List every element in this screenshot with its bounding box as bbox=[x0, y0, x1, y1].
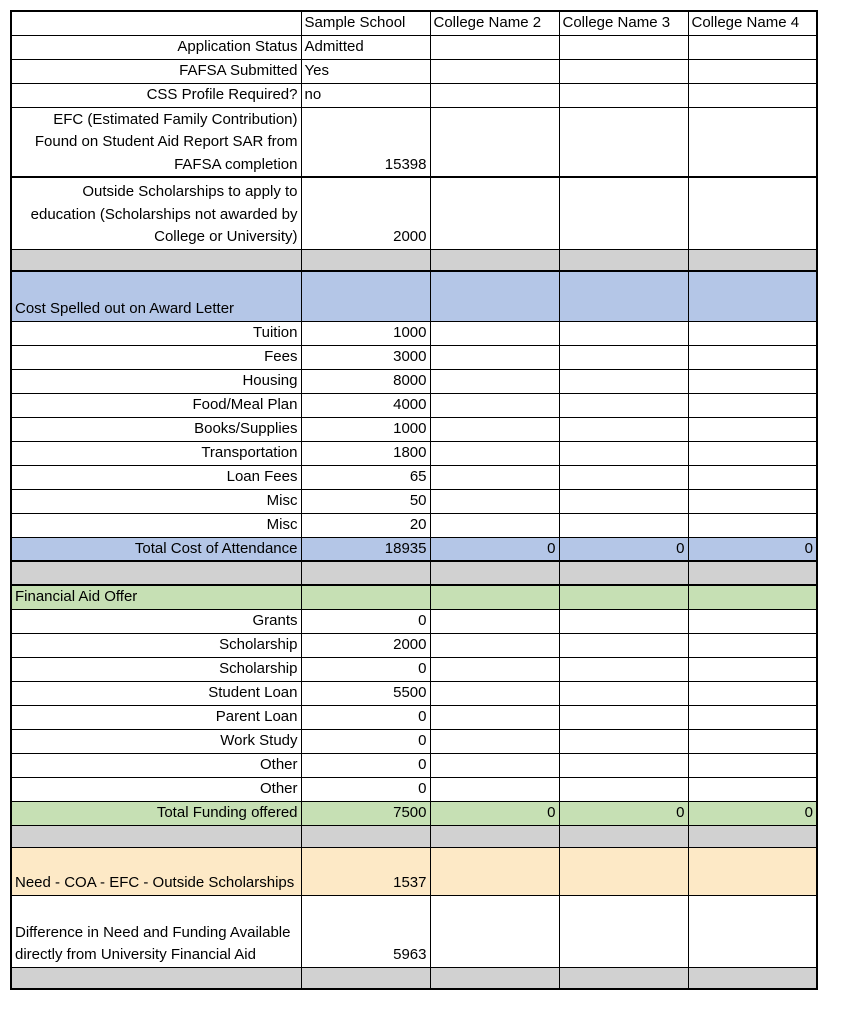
value-cell-2[interactable] bbox=[430, 465, 559, 489]
row-label[interactable]: FAFSA Submitted bbox=[11, 59, 301, 83]
row-label[interactable]: EFC (Estimated Family Contribution) Found on Student Aid Report SAR from FAFSA completion bbox=[11, 107, 301, 177]
value-cell-1[interactable]: 18935 bbox=[301, 537, 430, 561]
info-row bbox=[11, 107, 817, 177]
value-cell-2[interactable] bbox=[430, 489, 559, 513]
value-cell-1[interactable]: 0 bbox=[301, 777, 430, 801]
value-cell-1[interactable]: 2000 bbox=[301, 633, 430, 657]
value-cell-1[interactable]: 0 bbox=[301, 729, 430, 753]
header-cell-2[interactable]: College Name 2 bbox=[430, 11, 559, 35]
value-cell-3[interactable] bbox=[559, 441, 688, 465]
aid-section-title[interactable]: Financial Aid Offer bbox=[11, 585, 301, 609]
spacer-row bbox=[11, 825, 817, 847]
info-row bbox=[11, 35, 817, 59]
value-cell-1[interactable]: 1800 bbox=[301, 441, 430, 465]
value-cell-2[interactable] bbox=[430, 847, 559, 895]
value-cell-2[interactable]: 0 bbox=[430, 801, 559, 825]
value-cell-4[interactable] bbox=[688, 705, 817, 729]
value-cell-2[interactable] bbox=[430, 609, 559, 633]
value-cell-2[interactable] bbox=[430, 681, 559, 705]
value-cell-2[interactable] bbox=[430, 107, 559, 177]
value-cell-4[interactable] bbox=[688, 345, 817, 369]
value-cell-4[interactable] bbox=[688, 729, 817, 753]
row-label[interactable]: Other bbox=[11, 777, 301, 801]
value-cell-4[interactable] bbox=[688, 633, 817, 657]
value-cell-3[interactable] bbox=[559, 177, 688, 249]
value-cell-2[interactable] bbox=[430, 321, 559, 345]
row-label[interactable]: Need - COA - EFC - Outside Scholarships bbox=[11, 847, 301, 895]
value-cell-3[interactable] bbox=[559, 393, 688, 417]
value-cell-3[interactable] bbox=[559, 705, 688, 729]
value-cell-4[interactable] bbox=[688, 35, 817, 59]
blank-cell[interactable] bbox=[301, 271, 430, 321]
value-cell-4[interactable] bbox=[688, 393, 817, 417]
value-cell-3[interactable] bbox=[559, 657, 688, 681]
value-cell-4[interactable] bbox=[688, 609, 817, 633]
value-cell-2[interactable] bbox=[430, 633, 559, 657]
value-cell-1[interactable]: 7500 bbox=[301, 801, 430, 825]
value-cell-3[interactable] bbox=[559, 681, 688, 705]
row-label[interactable]: Housing bbox=[11, 369, 301, 393]
value-cell-2[interactable] bbox=[430, 345, 559, 369]
value-cell-1[interactable]: 20 bbox=[301, 513, 430, 537]
row-label[interactable]: CSS Profile Required? bbox=[11, 83, 301, 107]
row-label[interactable]: Difference in Need and Funding Available directly from University Financial Aid bbox=[11, 895, 301, 967]
spacer-cell[interactable] bbox=[559, 825, 688, 847]
header-row bbox=[11, 11, 817, 35]
value-cell-4[interactable] bbox=[688, 441, 817, 465]
aid-row bbox=[11, 729, 817, 753]
value-cell-3[interactable] bbox=[559, 465, 688, 489]
value-cell-2[interactable] bbox=[430, 441, 559, 465]
row-label[interactable]: Application Status bbox=[11, 35, 301, 59]
spacer-cell[interactable] bbox=[559, 249, 688, 271]
row-label[interactable]: Parent Loan bbox=[11, 705, 301, 729]
row-label[interactable]: Loan Fees bbox=[11, 465, 301, 489]
value-cell-1[interactable]: 50 bbox=[301, 489, 430, 513]
cost-header-row bbox=[11, 271, 817, 321]
blank-cell[interactable] bbox=[688, 585, 817, 609]
row-label[interactable]: Total Funding offered bbox=[11, 801, 301, 825]
value-cell-3[interactable] bbox=[559, 489, 688, 513]
spacer-cell[interactable] bbox=[301, 967, 430, 989]
spacer-row bbox=[11, 249, 817, 271]
spacer-cell[interactable] bbox=[430, 825, 559, 847]
aid-row bbox=[11, 633, 817, 657]
value-cell-3[interactable] bbox=[559, 59, 688, 83]
cost-row bbox=[11, 513, 817, 537]
value-cell-2[interactable] bbox=[430, 35, 559, 59]
value-cell-4[interactable] bbox=[688, 847, 817, 895]
value-cell-4[interactable] bbox=[688, 59, 817, 83]
info-row bbox=[11, 59, 817, 83]
aid-row bbox=[11, 753, 817, 777]
value-cell-2[interactable] bbox=[430, 705, 559, 729]
value-cell-4[interactable] bbox=[688, 489, 817, 513]
value-cell-2[interactable] bbox=[430, 417, 559, 441]
spacer-cell[interactable] bbox=[301, 825, 430, 847]
value-cell-1[interactable]: 1000 bbox=[301, 321, 430, 345]
value-cell-1[interactable]: 5500 bbox=[301, 681, 430, 705]
value-cell-1[interactable]: no bbox=[301, 83, 430, 107]
row-label[interactable]: Other bbox=[11, 753, 301, 777]
value-cell-2[interactable] bbox=[430, 59, 559, 83]
value-cell-4[interactable]: 0 bbox=[688, 801, 817, 825]
value-cell-2[interactable] bbox=[430, 83, 559, 107]
spacer-cell[interactable] bbox=[559, 561, 688, 585]
header-cell-3[interactable]: College Name 3 bbox=[559, 11, 688, 35]
row-label[interactable]: Student Loan bbox=[11, 681, 301, 705]
row-label[interactable]: Total Cost of Attendance bbox=[11, 537, 301, 561]
value-cell-3[interactable] bbox=[559, 895, 688, 967]
cost-row bbox=[11, 489, 817, 513]
value-cell-1[interactable]: 2000 bbox=[301, 177, 430, 249]
spacer-cell[interactable] bbox=[559, 967, 688, 989]
value-cell-3[interactable]: 0 bbox=[559, 537, 688, 561]
value-cell-1[interactable]: 0 bbox=[301, 705, 430, 729]
spacer-cell[interactable] bbox=[11, 249, 301, 271]
value-cell-1[interactable]: 15398 bbox=[301, 107, 430, 177]
value-cell-1[interactable]: 0 bbox=[301, 753, 430, 777]
value-cell-1[interactable]: 65 bbox=[301, 465, 430, 489]
value-cell-2[interactable] bbox=[430, 895, 559, 967]
value-cell-3[interactable] bbox=[559, 83, 688, 107]
value-cell-3[interactable] bbox=[559, 345, 688, 369]
value-cell-2[interactable] bbox=[430, 657, 559, 681]
value-cell-3[interactable]: 0 bbox=[559, 801, 688, 825]
info-row bbox=[11, 83, 817, 107]
value-cell-3[interactable] bbox=[559, 35, 688, 59]
value-cell-2[interactable]: 0 bbox=[430, 537, 559, 561]
blank-cell[interactable] bbox=[430, 585, 559, 609]
value-cell-3[interactable] bbox=[559, 753, 688, 777]
aid-row bbox=[11, 705, 817, 729]
aid-row bbox=[11, 681, 817, 705]
value-cell-4[interactable] bbox=[688, 513, 817, 537]
total-cost-row bbox=[11, 537, 817, 561]
aid-row bbox=[11, 609, 817, 633]
value-cell-4[interactable] bbox=[688, 417, 817, 441]
value-cell-2[interactable] bbox=[430, 753, 559, 777]
row-label[interactable]: Transportation bbox=[11, 441, 301, 465]
blank-cell[interactable] bbox=[688, 271, 817, 321]
spacer-cell[interactable] bbox=[688, 249, 817, 271]
info-row bbox=[11, 177, 817, 249]
value-cell-1[interactable]: 5963 bbox=[301, 895, 430, 967]
value-cell-4[interactable] bbox=[688, 107, 817, 177]
blank-cell[interactable] bbox=[559, 585, 688, 609]
value-cell-4[interactable] bbox=[688, 83, 817, 107]
value-cell-3[interactable] bbox=[559, 777, 688, 801]
value-cell-2[interactable] bbox=[430, 513, 559, 537]
aid-row bbox=[11, 777, 817, 801]
blank-cell[interactable] bbox=[559, 271, 688, 321]
row-label[interactable]: Misc bbox=[11, 489, 301, 513]
spacer-cell[interactable] bbox=[11, 825, 301, 847]
value-cell-1[interactable]: 1000 bbox=[301, 417, 430, 441]
value-cell-3[interactable] bbox=[559, 369, 688, 393]
blank-cell[interactable] bbox=[430, 271, 559, 321]
difference-row bbox=[11, 895, 817, 967]
value-cell-1[interactable]: 3000 bbox=[301, 345, 430, 369]
row-label[interactable]: Food/Meal Plan bbox=[11, 393, 301, 417]
cost-row bbox=[11, 465, 817, 489]
value-cell-2[interactable] bbox=[430, 177, 559, 249]
total-funding-row bbox=[11, 801, 817, 825]
spacer-cell[interactable] bbox=[430, 967, 559, 989]
cost-section-title[interactable]: Cost Spelled out on Award Letter bbox=[11, 271, 301, 321]
value-cell-3[interactable] bbox=[559, 609, 688, 633]
aid-row bbox=[11, 657, 817, 681]
value-cell-3[interactable] bbox=[559, 107, 688, 177]
value-cell-1[interactable]: 1537 bbox=[301, 847, 430, 895]
row-label[interactable]: Work Study bbox=[11, 729, 301, 753]
cost-row bbox=[11, 345, 817, 369]
row-label[interactable]: Scholarship bbox=[11, 657, 301, 681]
header-cell-1[interactable]: Sample School bbox=[301, 11, 430, 35]
row-label[interactable]: Tuition bbox=[11, 321, 301, 345]
value-cell-4[interactable] bbox=[688, 321, 817, 345]
cost-row bbox=[11, 321, 817, 345]
value-cell-2[interactable] bbox=[430, 729, 559, 753]
value-cell-1[interactable]: 0 bbox=[301, 609, 430, 633]
value-cell-1[interactable]: Admitted bbox=[301, 35, 430, 59]
value-cell-4[interactable] bbox=[688, 895, 817, 967]
value-cell-4[interactable] bbox=[688, 177, 817, 249]
value-cell-2[interactable] bbox=[430, 777, 559, 801]
header-blank-cell[interactable] bbox=[11, 11, 301, 35]
value-cell-1[interactable]: 8000 bbox=[301, 369, 430, 393]
row-label[interactable]: Misc bbox=[11, 513, 301, 537]
spacer-row bbox=[11, 967, 817, 989]
spacer-cell[interactable] bbox=[688, 825, 817, 847]
spacer-cell[interactable] bbox=[430, 561, 559, 585]
award-comparison-table bbox=[10, 10, 818, 990]
value-cell-4[interactable]: 0 bbox=[688, 537, 817, 561]
header-cell-4[interactable]: College Name 4 bbox=[688, 11, 817, 35]
value-cell-1[interactable]: Yes bbox=[301, 59, 430, 83]
row-label[interactable]: Outside Scholarships to apply to education (Scholarships not awarded by College or University) bbox=[11, 177, 301, 249]
cost-row bbox=[11, 417, 817, 441]
value-cell-2[interactable] bbox=[430, 393, 559, 417]
aid-header-row bbox=[11, 585, 817, 609]
need-row bbox=[11, 847, 817, 895]
row-label[interactable]: Grants bbox=[11, 609, 301, 633]
spacer-cell[interactable] bbox=[11, 967, 301, 989]
spacer-cell[interactable] bbox=[688, 561, 817, 585]
value-cell-4[interactable] bbox=[688, 465, 817, 489]
value-cell-1[interactable]: 4000 bbox=[301, 393, 430, 417]
value-cell-3[interactable] bbox=[559, 513, 688, 537]
row-label[interactable]: Books/Supplies bbox=[11, 417, 301, 441]
value-cell-3[interactable] bbox=[559, 729, 688, 753]
value-cell-4[interactable] bbox=[688, 657, 817, 681]
value-cell-3[interactable] bbox=[559, 417, 688, 441]
spacer-cell[interactable] bbox=[688, 967, 817, 989]
cost-row bbox=[11, 393, 817, 417]
blank-cell[interactable] bbox=[301, 585, 430, 609]
spacer-cell[interactable] bbox=[430, 249, 559, 271]
spacer-row bbox=[11, 561, 817, 585]
value-cell-4[interactable] bbox=[688, 369, 817, 393]
spacer-cell[interactable] bbox=[11, 561, 301, 585]
value-cell-3[interactable] bbox=[559, 633, 688, 657]
value-cell-4[interactable] bbox=[688, 777, 817, 801]
cost-row bbox=[11, 441, 817, 465]
row-label[interactable]: Scholarship bbox=[11, 633, 301, 657]
spacer-cell[interactable] bbox=[301, 561, 430, 585]
value-cell-3[interactable] bbox=[559, 847, 688, 895]
spacer-cell[interactable] bbox=[301, 249, 430, 271]
value-cell-3[interactable] bbox=[559, 321, 688, 345]
value-cell-1[interactable]: 0 bbox=[301, 657, 430, 681]
value-cell-4[interactable] bbox=[688, 681, 817, 705]
value-cell-2[interactable] bbox=[430, 369, 559, 393]
value-cell-4[interactable] bbox=[688, 753, 817, 777]
row-label[interactable]: Fees bbox=[11, 345, 301, 369]
cost-row bbox=[11, 369, 817, 393]
